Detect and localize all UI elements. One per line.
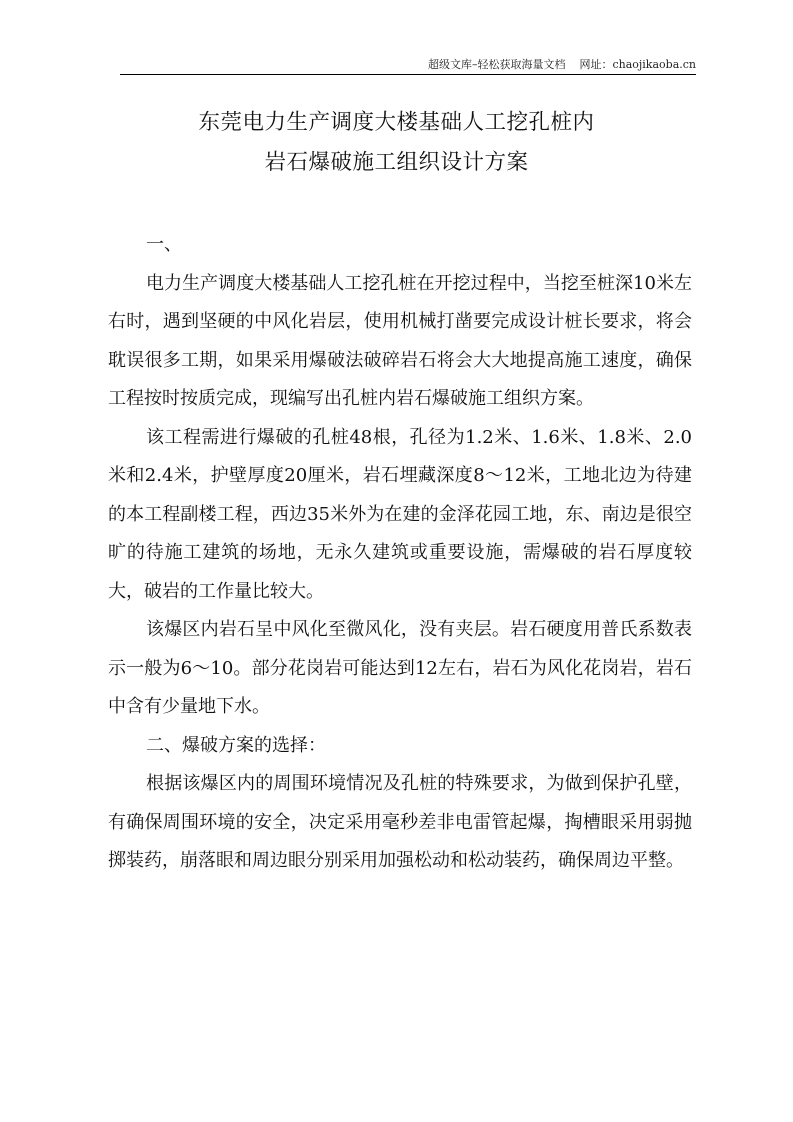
paragraph: 该爆区内岩石呈中风化至微风化，没有夹层。岩石硬度用普氏系数表示一般为6～10。部分花岗岩可能达到12左右，岩石为风化花岗岩，岩石中含有少量地下水。	[108, 619, 692, 717]
header-url-label: 网址：	[579, 58, 613, 71]
section-heading-1: 一、	[146, 234, 182, 255]
paragraph: 根据该爆区内的周围环境情况及孔桩的特殊要求，为做到保护孔壁，有确保周围环境的安全，决定采用毫秒差非电雷管起爆，掏槽眼采用弱抛掷装药，崩落眼和周边眼分别采用加强松动和松动装药，确保周边平整。	[108, 773, 692, 871]
header-site-name: 超级文库–轻松获取海量文档	[427, 58, 566, 71]
header-text	[428, 56, 696, 72]
document-title-line-1: 东莞电力生产调度大楼基础人工挖孔桩内	[198, 110, 595, 135]
paragraph: 电力生产调度大楼基础人工挖孔桩在开挖过程中，当挖至桩深10米左右时，遇到坚硬的中风化岩层，使用机械打凿要完成设计桩长要求，将会耽误很多工期，如果采用爆破法破碎岩石将会大大地提高施工速度，确保工程按时按质完成，现编写出孔桩内岩石爆破施工组织方案。	[108, 272, 692, 409]
page-header	[120, 54, 696, 75]
document-title-line-2: 岩石爆破施工组织设计方案	[264, 150, 529, 175]
header-url[interactable]: chaojikaoba.cn	[612, 58, 696, 71]
section-heading-2: 二、爆破方案的选择：	[146, 734, 326, 756]
paragraph: 该工程需进行爆破的孔桩48根，孔径为1.2米、1.6米、1.8米、2.0米和2.4米，护壁厚度20厘米，岩石埋藏深度8～12米，工地北边为待建的本工程副楼工程，西边35米外为在建的金泽花园工地，东、南边是很空旷的待施工建筑的场地，无永久建筑或重要设施，需爆破的岩石厚度较大，破岩的工作量比较大。	[108, 426, 692, 602]
document-body	[108, 226, 692, 881]
